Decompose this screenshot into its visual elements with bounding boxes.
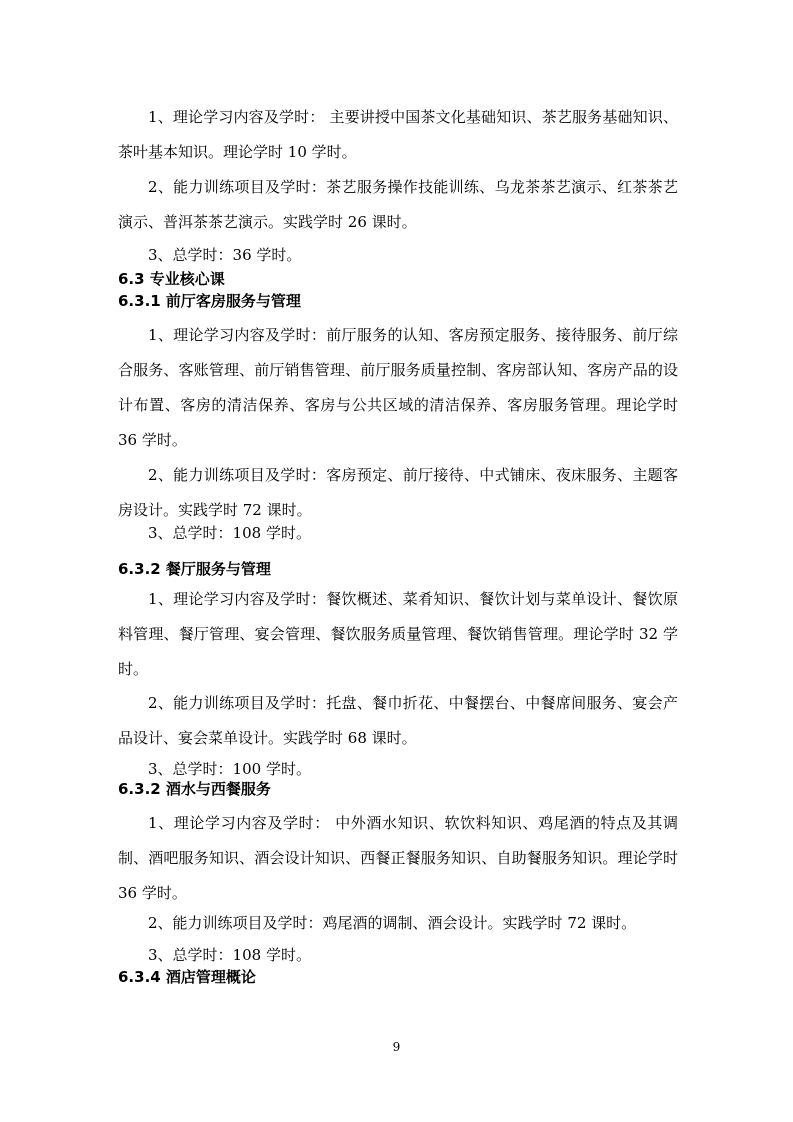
s631-theory-paragraph: 1、理论学习内容及学时：前厅服务的认知、客房预定服务、接待服务、前厅综合服务、客账管理、前厅销售管理、前厅服务质量控制、客房部认知、客房产品的设计布置、客房的清洁保养、客房与公共区域的清洁保养、客房服务管理。理论学时 36 学时。 — [118, 326, 678, 449]
page-number: 9 — [392, 1040, 401, 1054]
intro-practice-paragraph: 2、能力训练项目及学时：茶艺服务操作技能训练、乌龙茶茶艺演示、红茶茶艺演示、普洱茶茶艺演示。实践学时 26 课时。 — [118, 178, 678, 231]
section-heading-6-3-1: 6.3.1 前厅客房服务与管理 — [118, 292, 301, 310]
s632b-practice-paragraph: 2、能力训练项目及学时：鸡尾酒的调制、酒会设计。实践学时 72 课时。 — [148, 914, 637, 932]
s632a-theory-paragraph: 1、理论学习内容及学时：餐饮概述、菜肴知识、餐饮计划与菜单设计、餐饮原料管理、餐厅管理、宴会管理、餐饮服务质量管理、餐饮销售管理。理论学时 32 学时。 — [118, 590, 678, 678]
section-heading-6-3: 6.3 专业核心课 — [118, 270, 225, 288]
s632a-total-paragraph: 3、总学时：100 学时。 — [148, 760, 311, 778]
section-heading-6-3-2-beverage: 6.3.2 酒水与西餐服务 — [118, 780, 271, 798]
s631-total-paragraph: 3、总学时：108 学时。 — [148, 524, 311, 542]
intro-theory-paragraph: 1、理论学习内容及学时： 主要讲授中国茶文化基础知识、茶艺服务基础知识、茶叶基本知识。理论学时 10 学时。 — [118, 108, 678, 161]
s632a-practice-paragraph: 2、能力训练项目及学时：托盘、餐巾折花、中餐摆台、中餐席间服务、宴会产品设计、宴会菜单设计。实践学时 68 课时。 — [118, 694, 678, 747]
s631-practice-paragraph: 2、能力训练项目及学时：客房预定、前厅接待、中式铺床、夜床服务、主题客房设计。实践学时 72 课时。 — [118, 466, 678, 519]
s632b-theory-paragraph: 1、理论学习内容及学时： 中外酒水知识、软饮料知识、鸡尾酒的特点及其调制、酒吧服务知识、酒会设计知识、西餐正餐服务知识、自助餐服务知识。理论学时 36 学时。 — [118, 814, 678, 902]
intro-total-paragraph: 3、总学时：36 学时。 — [148, 246, 302, 264]
section-heading-6-3-4: 6.3.4 酒店管理概论 — [118, 968, 256, 986]
s632b-total-paragraph: 3、总学时：108 学时。 — [148, 946, 311, 964]
section-heading-6-3-2-restaurant: 6.3.2 餐厅服务与管理 — [118, 560, 271, 578]
